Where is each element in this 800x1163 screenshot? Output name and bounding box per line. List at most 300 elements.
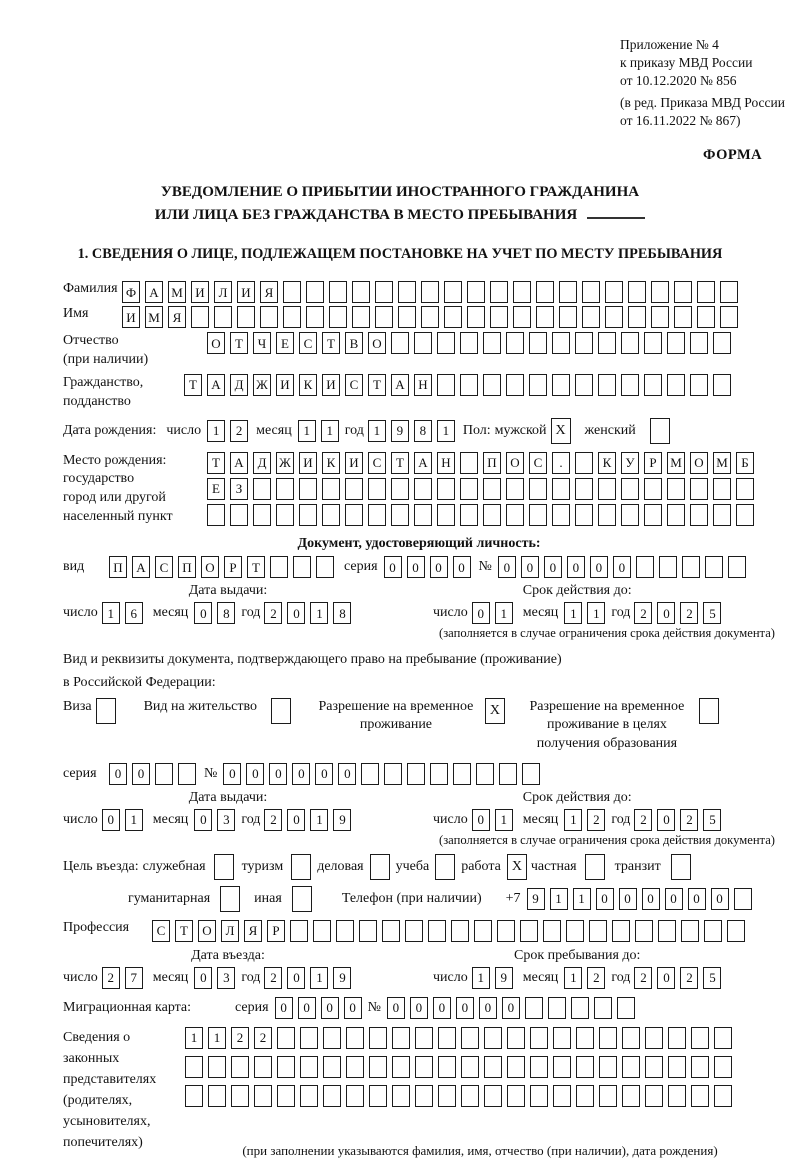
char-cell[interactable]: Д xyxy=(230,374,248,396)
char-cell[interactable] xyxy=(612,920,630,942)
char-cell[interactable] xyxy=(329,306,347,328)
char-cell[interactable]: А xyxy=(414,452,432,474)
char-cell[interactable]: К xyxy=(322,452,340,474)
char-cell[interactable] xyxy=(290,920,308,942)
char-cell[interactable] xyxy=(621,374,639,396)
char-cell[interactable] xyxy=(713,374,731,396)
char-cell[interactable] xyxy=(437,374,455,396)
char-cell[interactable] xyxy=(681,920,699,942)
char-cell[interactable] xyxy=(484,1056,502,1078)
char-cell[interactable] xyxy=(705,556,723,578)
char-cell[interactable] xyxy=(690,504,708,526)
char-cell[interactable]: 2 xyxy=(230,420,248,442)
char-cell[interactable]: Я xyxy=(244,920,262,942)
char-cell[interactable]: 0 xyxy=(344,997,362,1019)
char-cell[interactable] xyxy=(490,306,508,328)
char-cell[interactable] xyxy=(476,763,494,785)
char-cell[interactable] xyxy=(253,478,271,500)
char-cell[interactable]: 9 xyxy=(333,809,351,831)
char-cell[interactable]: 0 xyxy=(315,763,333,785)
char-cell[interactable]: 2 xyxy=(680,967,698,989)
char-cell[interactable]: И xyxy=(322,374,340,396)
char-cell[interactable] xyxy=(231,1056,249,1078)
char-cell[interactable]: О xyxy=(207,332,225,354)
char-cell[interactable]: 0 xyxy=(246,763,264,785)
char-cell[interactable]: 0 xyxy=(292,763,310,785)
char-cell[interactable] xyxy=(513,281,531,303)
char-cell[interactable] xyxy=(697,306,715,328)
char-cell[interactable] xyxy=(668,1056,686,1078)
char-cell[interactable]: 1 xyxy=(208,1027,226,1049)
char-cell[interactable]: 0 xyxy=(657,809,675,831)
char-cell[interactable]: 0 xyxy=(619,888,637,910)
char-cell[interactable] xyxy=(605,306,623,328)
purpose-tourism-checkbox[interactable] xyxy=(291,854,311,880)
char-cell[interactable]: И xyxy=(299,452,317,474)
char-cell[interactable]: А xyxy=(145,281,163,303)
char-cell[interactable] xyxy=(293,556,311,578)
char-cell[interactable] xyxy=(283,306,301,328)
char-cell[interactable] xyxy=(368,504,386,526)
char-cell[interactable]: Е xyxy=(276,332,294,354)
char-cell[interactable] xyxy=(155,763,173,785)
char-cell[interactable]: М xyxy=(168,281,186,303)
char-cell[interactable] xyxy=(727,920,745,942)
char-cell[interactable] xyxy=(621,478,639,500)
char-cell[interactable] xyxy=(576,1085,594,1107)
char-cell[interactable] xyxy=(651,281,669,303)
char-cell[interactable]: С xyxy=(345,374,363,396)
char-cell[interactable]: 0 xyxy=(287,967,305,989)
char-cell[interactable] xyxy=(575,504,593,526)
char-cell[interactable] xyxy=(552,332,570,354)
char-cell[interactable]: С xyxy=(155,556,173,578)
char-cell[interactable] xyxy=(451,920,469,942)
char-cell[interactable] xyxy=(576,1027,594,1049)
temp-residence-checkbox[interactable]: X xyxy=(485,698,505,724)
char-cell[interactable] xyxy=(651,306,669,328)
char-cell[interactable]: 0 xyxy=(665,888,683,910)
char-cell[interactable] xyxy=(345,504,363,526)
char-cell[interactable] xyxy=(253,504,271,526)
char-cell[interactable]: М xyxy=(145,306,163,328)
char-cell[interactable] xyxy=(566,920,584,942)
char-cell[interactable] xyxy=(536,306,554,328)
char-cell[interactable]: 2 xyxy=(680,602,698,624)
char-cell[interactable]: 1 xyxy=(564,602,582,624)
char-cell[interactable]: 5 xyxy=(703,809,721,831)
char-cell[interactable]: 6 xyxy=(125,602,143,624)
purpose-other-checkbox[interactable] xyxy=(292,886,312,912)
char-cell[interactable] xyxy=(497,920,515,942)
char-cell[interactable]: М xyxy=(713,452,731,474)
char-cell[interactable] xyxy=(484,1027,502,1049)
sex-female-checkbox[interactable] xyxy=(650,418,670,444)
char-cell[interactable] xyxy=(444,281,462,303)
char-cell[interactable] xyxy=(691,1056,709,1078)
char-cell[interactable] xyxy=(529,374,547,396)
char-cell[interactable]: С xyxy=(152,920,170,942)
char-cell[interactable]: И xyxy=(122,306,140,328)
char-cell[interactable]: 2 xyxy=(680,809,698,831)
char-cell[interactable] xyxy=(734,888,752,910)
char-cell[interactable] xyxy=(254,1085,272,1107)
char-cell[interactable]: 0 xyxy=(275,997,293,1019)
char-cell[interactable]: 8 xyxy=(414,420,432,442)
char-cell[interactable]: 0 xyxy=(132,763,150,785)
char-cell[interactable] xyxy=(720,281,738,303)
char-cell[interactable]: 2 xyxy=(634,602,652,624)
char-cell[interactable]: Д xyxy=(253,452,271,474)
char-cell[interactable]: Т xyxy=(207,452,225,474)
char-cell[interactable] xyxy=(690,478,708,500)
char-cell[interactable] xyxy=(522,763,540,785)
char-cell[interactable]: П xyxy=(178,556,196,578)
char-cell[interactable] xyxy=(430,763,448,785)
char-cell[interactable]: 1 xyxy=(564,809,582,831)
char-cell[interactable] xyxy=(691,1085,709,1107)
visa-checkbox[interactable] xyxy=(96,698,116,724)
char-cell[interactable]: 2 xyxy=(254,1027,272,1049)
char-cell[interactable] xyxy=(674,281,692,303)
char-cell[interactable]: Ж xyxy=(253,374,271,396)
char-cell[interactable] xyxy=(283,281,301,303)
char-cell[interactable] xyxy=(352,281,370,303)
char-cell[interactable] xyxy=(300,1027,318,1049)
char-cell[interactable] xyxy=(536,281,554,303)
char-cell[interactable] xyxy=(299,478,317,500)
char-cell[interactable] xyxy=(230,504,248,526)
char-cell[interactable] xyxy=(714,1056,732,1078)
char-cell[interactable]: Ф xyxy=(122,281,140,303)
char-cell[interactable] xyxy=(185,1056,203,1078)
char-cell[interactable]: 5 xyxy=(703,967,721,989)
char-cell[interactable] xyxy=(415,1056,433,1078)
char-cell[interactable] xyxy=(582,306,600,328)
char-cell[interactable] xyxy=(299,504,317,526)
char-cell[interactable]: 1 xyxy=(495,809,513,831)
char-cell[interactable]: К xyxy=(299,374,317,396)
char-cell[interactable] xyxy=(667,478,685,500)
char-cell[interactable]: 2 xyxy=(264,602,282,624)
char-cell[interactable] xyxy=(594,997,612,1019)
char-cell[interactable] xyxy=(713,332,731,354)
char-cell[interactable] xyxy=(437,478,455,500)
char-cell[interactable]: О xyxy=(198,920,216,942)
char-cell[interactable] xyxy=(530,1027,548,1049)
char-cell[interactable] xyxy=(467,306,485,328)
char-cell[interactable]: 0 xyxy=(544,556,562,578)
char-cell[interactable]: 1 xyxy=(368,420,386,442)
char-cell[interactable] xyxy=(704,920,722,942)
char-cell[interactable] xyxy=(277,1085,295,1107)
char-cell[interactable]: 0 xyxy=(109,763,127,785)
char-cell[interactable]: 0 xyxy=(102,809,120,831)
char-cell[interactable] xyxy=(697,281,715,303)
char-cell[interactable] xyxy=(207,504,225,526)
char-cell[interactable]: Т xyxy=(230,332,248,354)
char-cell[interactable] xyxy=(421,306,439,328)
char-cell[interactable] xyxy=(460,332,478,354)
char-cell[interactable]: И xyxy=(276,374,294,396)
char-cell[interactable] xyxy=(617,997,635,1019)
char-cell[interactable] xyxy=(270,556,288,578)
char-cell[interactable] xyxy=(392,1056,410,1078)
char-cell[interactable] xyxy=(391,478,409,500)
char-cell[interactable] xyxy=(398,306,416,328)
char-cell[interactable]: 1 xyxy=(472,967,490,989)
char-cell[interactable]: 0 xyxy=(338,763,356,785)
char-cell[interactable]: 5 xyxy=(703,602,721,624)
char-cell[interactable] xyxy=(415,1027,433,1049)
char-cell[interactable]: 9 xyxy=(495,967,513,989)
char-cell[interactable] xyxy=(605,281,623,303)
char-cell[interactable] xyxy=(507,1027,525,1049)
char-cell[interactable] xyxy=(525,997,543,1019)
char-cell[interactable] xyxy=(530,1085,548,1107)
char-cell[interactable] xyxy=(346,1027,364,1049)
purpose-private-checkbox[interactable] xyxy=(585,854,605,880)
purpose-business-checkbox[interactable] xyxy=(214,854,234,880)
char-cell[interactable] xyxy=(352,306,370,328)
char-cell[interactable] xyxy=(323,1056,341,1078)
char-cell[interactable] xyxy=(674,306,692,328)
char-cell[interactable] xyxy=(553,1056,571,1078)
char-cell[interactable]: 8 xyxy=(217,602,235,624)
char-cell[interactable] xyxy=(645,1027,663,1049)
char-cell[interactable]: 9 xyxy=(333,967,351,989)
char-cell[interactable]: 0 xyxy=(657,967,675,989)
char-cell[interactable] xyxy=(461,1085,479,1107)
char-cell[interactable] xyxy=(553,1085,571,1107)
temp-residence-education-checkbox[interactable] xyxy=(699,698,719,724)
char-cell[interactable] xyxy=(559,281,577,303)
char-cell[interactable] xyxy=(529,504,547,526)
char-cell[interactable] xyxy=(714,1027,732,1049)
char-cell[interactable] xyxy=(644,504,662,526)
char-cell[interactable] xyxy=(543,920,561,942)
char-cell[interactable] xyxy=(644,374,662,396)
char-cell[interactable]: А xyxy=(207,374,225,396)
char-cell[interactable]: О xyxy=(506,452,524,474)
char-cell[interactable]: 0 xyxy=(613,556,631,578)
char-cell[interactable] xyxy=(667,504,685,526)
char-cell[interactable] xyxy=(484,1085,502,1107)
char-cell[interactable] xyxy=(490,281,508,303)
char-cell[interactable] xyxy=(553,1027,571,1049)
char-cell[interactable]: 0 xyxy=(596,888,614,910)
char-cell[interactable] xyxy=(483,374,501,396)
char-cell[interactable]: Т xyxy=(184,374,202,396)
char-cell[interactable]: П xyxy=(109,556,127,578)
char-cell[interactable] xyxy=(645,1085,663,1107)
char-cell[interactable] xyxy=(575,478,593,500)
char-cell[interactable]: 1 xyxy=(550,888,568,910)
char-cell[interactable]: Р xyxy=(224,556,242,578)
char-cell[interactable]: 0 xyxy=(384,556,402,578)
char-cell[interactable] xyxy=(460,504,478,526)
char-cell[interactable] xyxy=(628,306,646,328)
char-cell[interactable]: П xyxy=(483,452,501,474)
char-cell[interactable] xyxy=(506,332,524,354)
char-cell[interactable]: 1 xyxy=(207,420,225,442)
char-cell[interactable] xyxy=(691,1027,709,1049)
char-cell[interactable]: 1 xyxy=(587,602,605,624)
char-cell[interactable] xyxy=(214,306,232,328)
char-cell[interactable]: Т xyxy=(175,920,193,942)
char-cell[interactable]: 0 xyxy=(298,997,316,1019)
char-cell[interactable]: Н xyxy=(437,452,455,474)
char-cell[interactable]: 1 xyxy=(321,420,339,442)
char-cell[interactable] xyxy=(714,1085,732,1107)
char-cell[interactable]: 9 xyxy=(527,888,545,910)
char-cell[interactable] xyxy=(713,478,731,500)
char-cell[interactable] xyxy=(336,920,354,942)
char-cell[interactable]: 0 xyxy=(521,556,539,578)
char-cell[interactable] xyxy=(483,504,501,526)
char-cell[interactable] xyxy=(598,478,616,500)
char-cell[interactable] xyxy=(345,478,363,500)
char-cell[interactable] xyxy=(437,504,455,526)
char-cell[interactable] xyxy=(414,332,432,354)
char-cell[interactable] xyxy=(506,504,524,526)
char-cell[interactable] xyxy=(599,1085,617,1107)
char-cell[interactable] xyxy=(621,504,639,526)
char-cell[interactable] xyxy=(178,763,196,785)
purpose-commercial-checkbox[interactable] xyxy=(370,854,390,880)
char-cell[interactable]: И xyxy=(191,281,209,303)
char-cell[interactable]: К xyxy=(598,452,616,474)
char-cell[interactable]: 0 xyxy=(194,809,212,831)
char-cell[interactable]: 0 xyxy=(657,602,675,624)
char-cell[interactable]: 2 xyxy=(264,967,282,989)
char-cell[interactable]: С xyxy=(529,452,547,474)
char-cell[interactable]: 3 xyxy=(217,809,235,831)
char-cell[interactable]: 1 xyxy=(310,602,328,624)
char-cell[interactable] xyxy=(575,374,593,396)
char-cell[interactable]: Т xyxy=(322,332,340,354)
char-cell[interactable] xyxy=(667,332,685,354)
char-cell[interactable] xyxy=(460,374,478,396)
char-cell[interactable] xyxy=(559,306,577,328)
char-cell[interactable] xyxy=(405,920,423,942)
char-cell[interactable] xyxy=(437,332,455,354)
char-cell[interactable]: 7 xyxy=(125,967,143,989)
char-cell[interactable] xyxy=(375,306,393,328)
char-cell[interactable]: У xyxy=(621,452,639,474)
char-cell[interactable]: 1 xyxy=(185,1027,203,1049)
char-cell[interactable] xyxy=(575,332,593,354)
char-cell[interactable]: С xyxy=(299,332,317,354)
char-cell[interactable] xyxy=(658,920,676,942)
char-cell[interactable] xyxy=(361,763,379,785)
char-cell[interactable]: Ж xyxy=(276,452,294,474)
char-cell[interactable] xyxy=(506,478,524,500)
char-cell[interactable] xyxy=(499,763,517,785)
char-cell[interactable]: 0 xyxy=(223,763,241,785)
char-cell[interactable] xyxy=(438,1085,456,1107)
char-cell[interactable] xyxy=(690,332,708,354)
char-cell[interactable]: 0 xyxy=(472,809,490,831)
char-cell[interactable] xyxy=(571,997,589,1019)
char-cell[interactable]: 0 xyxy=(194,602,212,624)
char-cell[interactable] xyxy=(323,1027,341,1049)
char-cell[interactable]: З xyxy=(230,478,248,500)
char-cell[interactable]: 1 xyxy=(310,967,328,989)
char-cell[interactable]: . xyxy=(552,452,570,474)
char-cell[interactable] xyxy=(398,281,416,303)
char-cell[interactable]: 0 xyxy=(456,997,474,1019)
char-cell[interactable] xyxy=(713,504,731,526)
char-cell[interactable] xyxy=(635,920,653,942)
char-cell[interactable] xyxy=(506,374,524,396)
char-cell[interactable] xyxy=(636,556,654,578)
char-cell[interactable]: 2 xyxy=(587,967,605,989)
char-cell[interactable]: 0 xyxy=(194,967,212,989)
char-cell[interactable]: 1 xyxy=(564,967,582,989)
char-cell[interactable] xyxy=(300,1085,318,1107)
char-cell[interactable]: А xyxy=(230,452,248,474)
char-cell[interactable] xyxy=(407,763,425,785)
char-cell[interactable]: 1 xyxy=(573,888,591,910)
char-cell[interactable] xyxy=(520,920,538,942)
purpose-humanitarian-checkbox[interactable] xyxy=(220,886,240,912)
char-cell[interactable] xyxy=(552,504,570,526)
char-cell[interactable] xyxy=(720,306,738,328)
char-cell[interactable] xyxy=(368,478,386,500)
char-cell[interactable]: 0 xyxy=(410,997,428,1019)
char-cell[interactable]: 0 xyxy=(287,602,305,624)
char-cell[interactable] xyxy=(208,1085,226,1107)
char-cell[interactable]: 0 xyxy=(502,997,520,1019)
char-cell[interactable]: 0 xyxy=(433,997,451,1019)
char-cell[interactable] xyxy=(191,306,209,328)
char-cell[interactable] xyxy=(306,281,324,303)
char-cell[interactable] xyxy=(530,1056,548,1078)
char-cell[interactable] xyxy=(513,306,531,328)
char-cell[interactable] xyxy=(208,1056,226,1078)
char-cell[interactable]: 0 xyxy=(287,809,305,831)
char-cell[interactable] xyxy=(645,1056,663,1078)
char-cell[interactable] xyxy=(576,1056,594,1078)
char-cell[interactable] xyxy=(277,1056,295,1078)
char-cell[interactable] xyxy=(507,1085,525,1107)
char-cell[interactable]: 0 xyxy=(269,763,287,785)
char-cell[interactable] xyxy=(659,556,677,578)
char-cell[interactable]: Р xyxy=(267,920,285,942)
char-cell[interactable]: 1 xyxy=(102,602,120,624)
char-cell[interactable]: И xyxy=(237,281,255,303)
char-cell[interactable]: 0 xyxy=(430,556,448,578)
char-cell[interactable]: 8 xyxy=(333,602,351,624)
char-cell[interactable]: 0 xyxy=(479,997,497,1019)
char-cell[interactable]: М xyxy=(667,452,685,474)
char-cell[interactable] xyxy=(428,920,446,942)
char-cell[interactable]: Р xyxy=(644,452,662,474)
char-cell[interactable] xyxy=(628,281,646,303)
char-cell[interactable]: С xyxy=(368,452,386,474)
char-cell[interactable]: 0 xyxy=(567,556,585,578)
char-cell[interactable]: А xyxy=(391,374,409,396)
char-cell[interactable] xyxy=(598,374,616,396)
char-cell[interactable] xyxy=(392,1085,410,1107)
char-cell[interactable]: Т xyxy=(391,452,409,474)
purpose-transit-checkbox[interactable] xyxy=(671,854,691,880)
char-cell[interactable]: 0 xyxy=(590,556,608,578)
char-cell[interactable] xyxy=(346,1056,364,1078)
char-cell[interactable]: 0 xyxy=(711,888,729,910)
char-cell[interactable]: 1 xyxy=(495,602,513,624)
